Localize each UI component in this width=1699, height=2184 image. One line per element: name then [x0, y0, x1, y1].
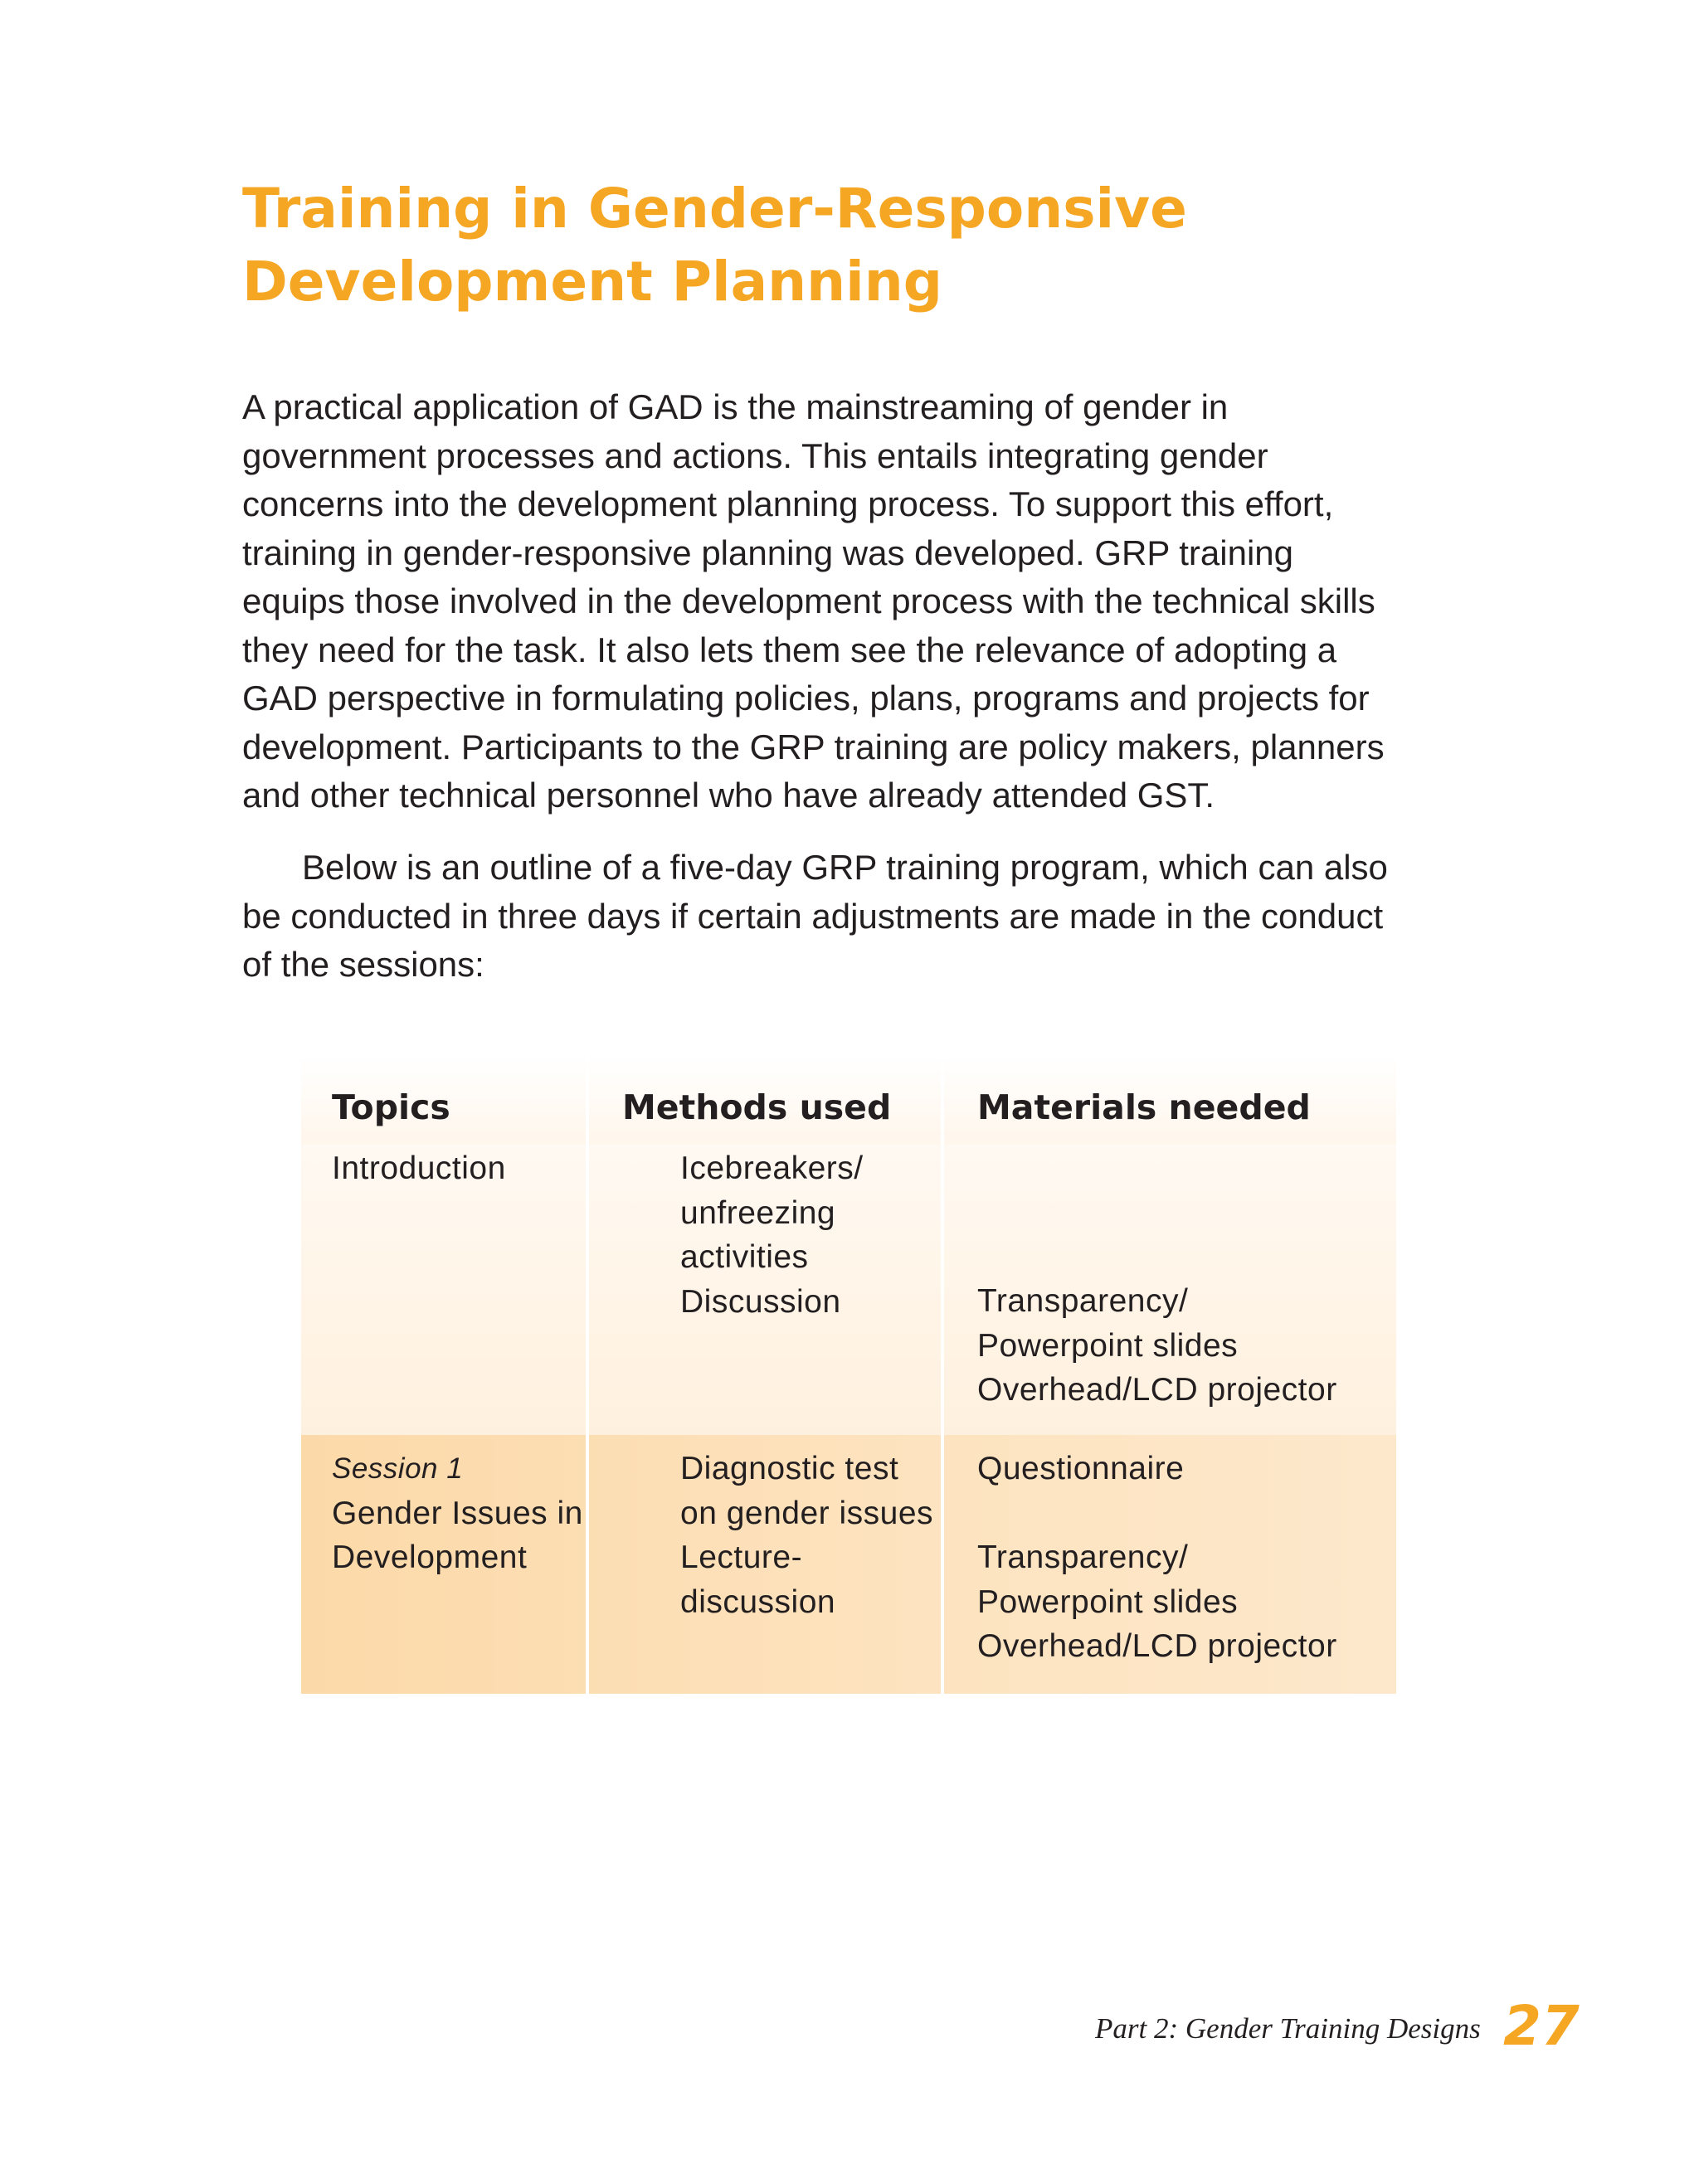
- column-divider: [586, 1055, 589, 1694]
- row-introduction-methods: [680, 1146, 864, 1324]
- method-line: Diagnostic test: [680, 1451, 899, 1486]
- material-line: Transparency/: [977, 1283, 1189, 1319]
- topic-line: Gender Issues in: [332, 1495, 583, 1531]
- material-line: Powerpoint slides: [977, 1583, 1239, 1620]
- material-line: Powerpoint slides: [977, 1327, 1239, 1364]
- row-session-1-topic: [332, 1447, 583, 1580]
- column-divider: [941, 1055, 944, 1694]
- row-session-1-materials: [977, 1447, 1337, 1669]
- page-title-line-1: Training in Gender-Responsive: [242, 177, 1187, 241]
- method-line: unfreezing: [680, 1194, 836, 1231]
- training-program-table: [301, 1055, 1396, 1694]
- outline-paragraph: Below is an outline of a five-day GRP training program, which can also be conducted in three days if certain adjustments are made in the conduct of the sessions:: [242, 848, 1388, 984]
- footer-section-title: Part 2: Gender Training Designs: [1095, 2012, 1481, 2045]
- page-number: 27: [1503, 1994, 1580, 2058]
- header-topics: Topics: [332, 1087, 450, 1127]
- header-materials-needed: Materials needed: [977, 1087, 1311, 1127]
- method-line: on gender issues: [680, 1495, 934, 1531]
- material-spacer: [977, 1491, 1337, 1536]
- row-session-1-methods: [680, 1447, 933, 1624]
- method-line: discussion: [680, 1583, 836, 1620]
- material-line: Transparency/: [977, 1540, 1189, 1575]
- intro-paragraph: A practical application of GAD is the mainstreaming of gender in government processes and actions. This entails integrating gender concerns into the development planning process. To support this effort, training in gender-responsive planning was developed. GRP training equips those involved in the development process with the technical skills they need for the task. It also lets them see the relevance of adopting a GAD perspective in formulating policies, plans, programs and projects for development. Participants to the GRP training are policy makers, planners and other technical personnel who have already attended GST.: [242, 387, 1385, 815]
- method-line: Icebreakers/: [680, 1150, 864, 1186]
- page-title-line-2: Development Planning: [242, 250, 942, 314]
- session-label: Session 1: [332, 1452, 464, 1485]
- method-line: activities: [680, 1239, 809, 1275]
- material-line: Overhead/LCD projector: [977, 1628, 1337, 1664]
- material-line: Overhead/LCD projector: [977, 1372, 1337, 1408]
- header-methods-used: Methods used: [622, 1087, 892, 1127]
- page-title: [242, 173, 1487, 319]
- method-line: Lecture-: [680, 1540, 803, 1575]
- topic-line: Development: [332, 1540, 528, 1575]
- material-line: Questionnaire: [977, 1451, 1185, 1486]
- row-introduction-materials: [977, 1279, 1337, 1413]
- row-introduction-topic: [332, 1146, 506, 1191]
- method-line: Discussion: [680, 1283, 841, 1320]
- topic-line: Introduction: [332, 1150, 506, 1186]
